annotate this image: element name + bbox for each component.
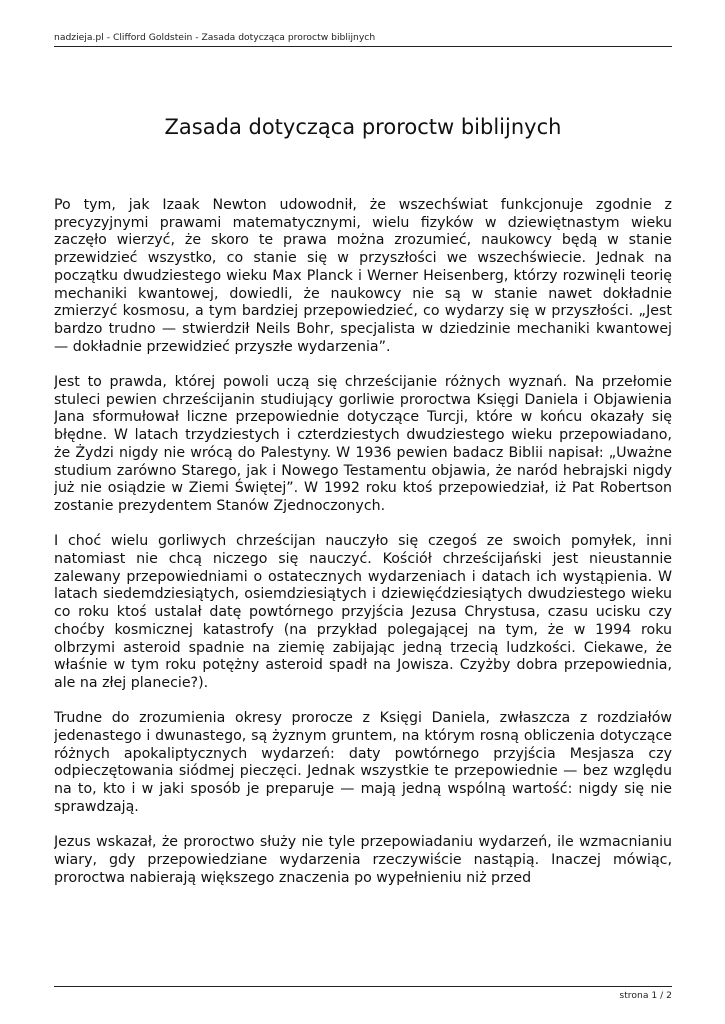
paragraph-5: Jezus wskazał, że proroctwo służy nie tyle przepowiadaniu wydarzeń, ile wzmacnianiu wiary, gdy przepowiedziane wydarzenia rzeczywiście nastąpią. Inaczej mówiąc, proroctwa nabierają większego znaczenia po wypełnieniu niż przed bbox=[54, 834, 672, 886]
paragraph-2: Jest to prawda, której powoli uczą się chrześcijanie różnych wyznań. Na przełomie stuleci pewien chrześcijanin studiujący gorliwie proroctwa Księgi Daniela i Objawienia Jana sformułował liczne przepowiednie dotyczące Turcji, które w końcu okazały się błędne. W latach trzydziestych i czterdziestych dwudziestego wieku przepowiadano, że Żydzi nigdy nie wrócą do Palestyny. W 1936 pewien badacz Biblii napisał: „Uważne studium zarówno Starego, jak i Nowego Testamentu objawia, że naród hebrajski nigdy już nie osiądzie w Ziemi Świętej”. W 1992 roku ktoś przepowiedział, iż Pat Robertson zostanie prezydentem Stanów Zjednoczonych. bbox=[54, 374, 672, 514]
page-header: nadzieja.pl - Clifford Goldstein - Zasada dotycząca proroctw biblijnych bbox=[54, 31, 672, 47]
paragraph-4: Trudne do zrozumienia okresy prorocze z Księgi Daniela, zwłaszcza z rozdziałów jedenastego i dwunastego, są żyznym gruntem, na którym rosną obliczenia dotyczące różnych apokaliptycznych wydarzeń: daty powtórnego przyjścia Mesjasza czy odpieczętowania siódmej pieczęci. Jednak wszystkie te przepowiednie — bez względu na to, kto i w jaki sposób je preparuje — mają jedną wspólną wartość: nigdy się nie sprawdzają. bbox=[54, 710, 672, 815]
page-footer bbox=[54, 986, 672, 1002]
paragraph-3: I choć wielu gorliwych chrześcijan nauczyło się czegoś ze swoich pomyłek, inni natomiast nie chcą niczego się nauczyć. Kościół chrześcijański jest nieustannie zalewany przepowiedniami o ostatecznych wydarzeniach i datach ich wystąpienia. W latach siedemdziesiątych, osiemdziesiątych i dziewięćdziesiątych dwudziestego wieku co roku ktoś ustalał datę powtórnego przyjścia Jezusa Chrystusa, czasu ucisku czy choćby kosmicznej katastrofy (na przykład polegającej na tym, że w 1994 roku olbrzymi asteroid spadnie na ziemię zabijając jedną trzecią ludzkości. Ciekawe, że właśnie w tym roku potężny asteroid spadł na Jowisza. Czyżby dobra przepowiednia, ale na złej planecie?). bbox=[54, 533, 672, 691]
document-body bbox=[54, 197, 672, 957]
paragraph-1: Po tym, jak Izaak Newton udowodnił, że wszechświat funkcjonuje zgodnie z precyzyjnymi prawami matematycznymi, wielu fizyków w dziewiętnastym wieku zaczęło wierzyć, że skoro te prawa można zrozumieć, naukowcy będą w stanie przewidzieć wszystko, co stanie się w przyszłości we wszechświecie. Jednak na początku dwudziestego wieku Max Planck i Werner Heisenberg, którzy rozwinęli teorię mechaniki kwantowej, dowiedli, że naukowcy nie są w stanie nawet dokładnie zmierzyć kosmosu, a tym bardziej przepowiedzieć, co wydarzy się w przyszłości. „Jest bardzo trudno — stwierdził Neils Bohr, specjalista w dziedzinie mechaniki kwantowej — dokładnie przewidzieć przyszłe wydarzenia”. bbox=[54, 197, 672, 355]
page-number: strona 1 / 2 bbox=[619, 990, 672, 1001]
document-title: Zasada dotycząca proroctw biblijnych bbox=[164, 115, 562, 139]
